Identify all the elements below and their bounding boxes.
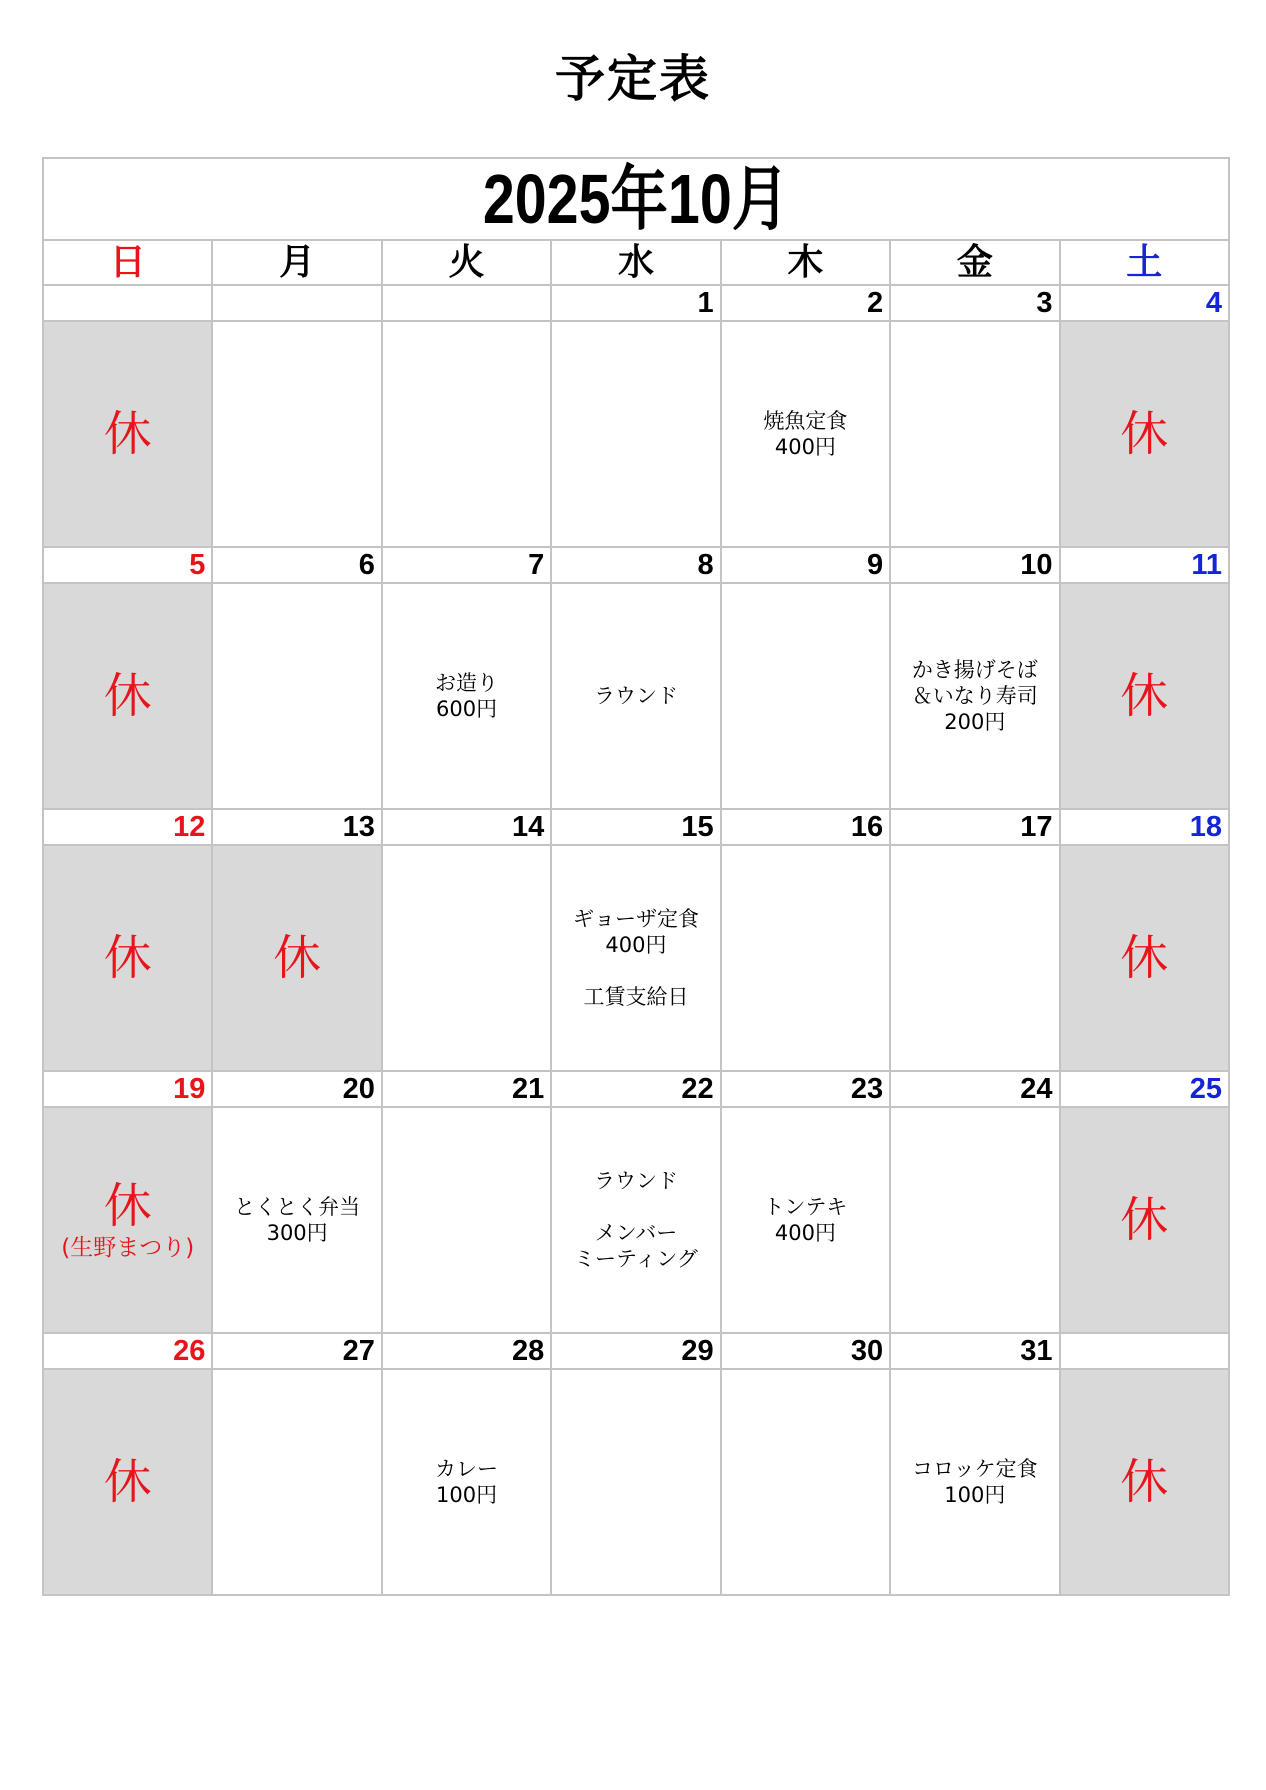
schedule-cell [551, 1369, 720, 1595]
date-number: 1 [551, 285, 720, 321]
schedule-cell [551, 1107, 720, 1333]
schedule-row [43, 1369, 1229, 1595]
closed-label: 休 [1120, 406, 1169, 462]
holiday-cell [1060, 583, 1229, 809]
event-text: トンテキ 400円 [763, 1195, 848, 1245]
calendar-table [42, 157, 1230, 1596]
schedule-row [43, 321, 1229, 547]
event-text: 焼魚定食 400円 [763, 409, 848, 459]
month-header-cell [43, 158, 1229, 240]
weekday-sun: 日 [43, 240, 212, 285]
weekday-mon: 月 [212, 240, 381, 285]
holiday-cell [212, 845, 381, 1071]
date-number: 10 [890, 547, 1059, 583]
date-number [212, 285, 381, 321]
date-number: 28 [382, 1333, 551, 1369]
date-number: 18 [1060, 809, 1229, 845]
month-header-row [43, 158, 1229, 240]
date-number: 9 [721, 547, 890, 583]
weekday-tue: 火 [382, 240, 551, 285]
date-number: 15 [551, 809, 720, 845]
date-row [43, 1071, 1229, 1107]
holiday-cell [43, 583, 212, 809]
schedule-row [43, 583, 1229, 809]
date-number: 7 [382, 547, 551, 583]
date-number: 21 [382, 1071, 551, 1107]
date-row [43, 547, 1229, 583]
closed-label: 休 [103, 668, 152, 724]
date-number: 17 [890, 809, 1059, 845]
schedule-cell [212, 321, 381, 547]
date-number: 4 [1060, 285, 1229, 321]
date-number: 31 [890, 1333, 1059, 1369]
schedule-cell [890, 1369, 1059, 1595]
schedule-cell [890, 321, 1059, 547]
schedule-cell [890, 583, 1059, 809]
schedule-row [43, 1107, 1229, 1333]
schedule-cell [382, 845, 551, 1071]
schedule-cell [382, 583, 551, 809]
holiday-cell [43, 845, 212, 1071]
holiday-cell [43, 1107, 212, 1333]
date-number: 5 [43, 547, 212, 583]
event-text: コロッケ定食 100円 [912, 1457, 1038, 1507]
event-text: ラウンド [593, 684, 678, 708]
closed-label: 休 [103, 1178, 152, 1234]
schedule-cell [890, 1107, 1059, 1333]
schedule-cell [721, 321, 890, 547]
event-text: かき揚げそば ＆いなり寿司 200円 [911, 658, 1038, 734]
date-number: 23 [721, 1071, 890, 1107]
date-row [43, 285, 1229, 321]
closed-label: 休 [1120, 1454, 1169, 1510]
closed-label: 休 [1120, 1192, 1169, 1248]
date-number: 14 [382, 809, 551, 845]
date-number: 24 [890, 1071, 1059, 1107]
date-row [43, 809, 1229, 845]
date-number [382, 285, 551, 321]
holiday-cell [1060, 845, 1229, 1071]
holiday-cell [43, 1369, 212, 1595]
date-number: 2 [721, 285, 890, 321]
date-number: 26 [43, 1333, 212, 1369]
date-number [1060, 1333, 1229, 1369]
date-number: 22 [551, 1071, 720, 1107]
schedule-cell [551, 321, 720, 547]
event-text: お造り 600円 [435, 671, 499, 721]
holiday-cell [1060, 321, 1229, 547]
date-number: 27 [212, 1333, 381, 1369]
schedule-cell [212, 1369, 381, 1595]
holiday-cell [1060, 1369, 1229, 1595]
month-label: 2025年10月 [482, 160, 790, 238]
schedule-cell [721, 583, 890, 809]
closed-label: 休 [103, 930, 152, 986]
date-number: 3 [890, 285, 1059, 321]
schedule-cell [382, 1369, 551, 1595]
date-number: 8 [551, 547, 720, 583]
holiday-cell [1060, 1107, 1229, 1333]
schedule-cell [890, 845, 1059, 1071]
schedule-cell [721, 1369, 890, 1595]
holiday-cell [43, 321, 212, 547]
closed-label: 休 [103, 1454, 152, 1510]
date-number: 20 [212, 1071, 381, 1107]
weekday-thu: 木 [721, 240, 890, 285]
closed-label: 休 [103, 406, 152, 462]
schedule-row [43, 845, 1229, 1071]
schedule-cell [721, 1107, 890, 1333]
date-number: 19 [43, 1071, 212, 1107]
schedule-cell [551, 583, 720, 809]
date-number: 11 [1060, 547, 1229, 583]
closed-label: 休 [273, 930, 322, 986]
date-number: 12 [43, 809, 212, 845]
schedule-cell [551, 845, 720, 1071]
date-number: 29 [551, 1333, 720, 1369]
schedule-cell [212, 583, 381, 809]
event-text: ギョーザ定食 400円 工賃支給日 [572, 907, 699, 1009]
date-number: 6 [212, 547, 381, 583]
weekday-fri: 金 [890, 240, 1059, 285]
schedule-cell [382, 1107, 551, 1333]
page-title: 予定表 [555, 50, 711, 108]
weekday-wed: 水 [551, 240, 720, 285]
schedule-cell [721, 845, 890, 1071]
closed-note: (生野まつり) [61, 1235, 195, 1261]
date-number [43, 285, 212, 321]
weekday-row [43, 240, 1229, 285]
event-text: カレー 100円 [435, 1457, 499, 1507]
closed-label: 休 [1120, 930, 1169, 986]
closed-label: 休 [1120, 668, 1169, 724]
event-text: とくとく弁当 300円 [234, 1195, 361, 1245]
schedule-cell [382, 321, 551, 547]
date-row [43, 1333, 1229, 1369]
date-number: 25 [1060, 1071, 1229, 1107]
date-number: 16 [721, 809, 890, 845]
weekday-sat: 土 [1060, 240, 1229, 285]
event-text: ラウンド メンバー ミーティング [574, 1169, 698, 1271]
date-number: 13 [212, 809, 381, 845]
date-number: 30 [721, 1333, 890, 1369]
schedule-cell [212, 1107, 381, 1333]
